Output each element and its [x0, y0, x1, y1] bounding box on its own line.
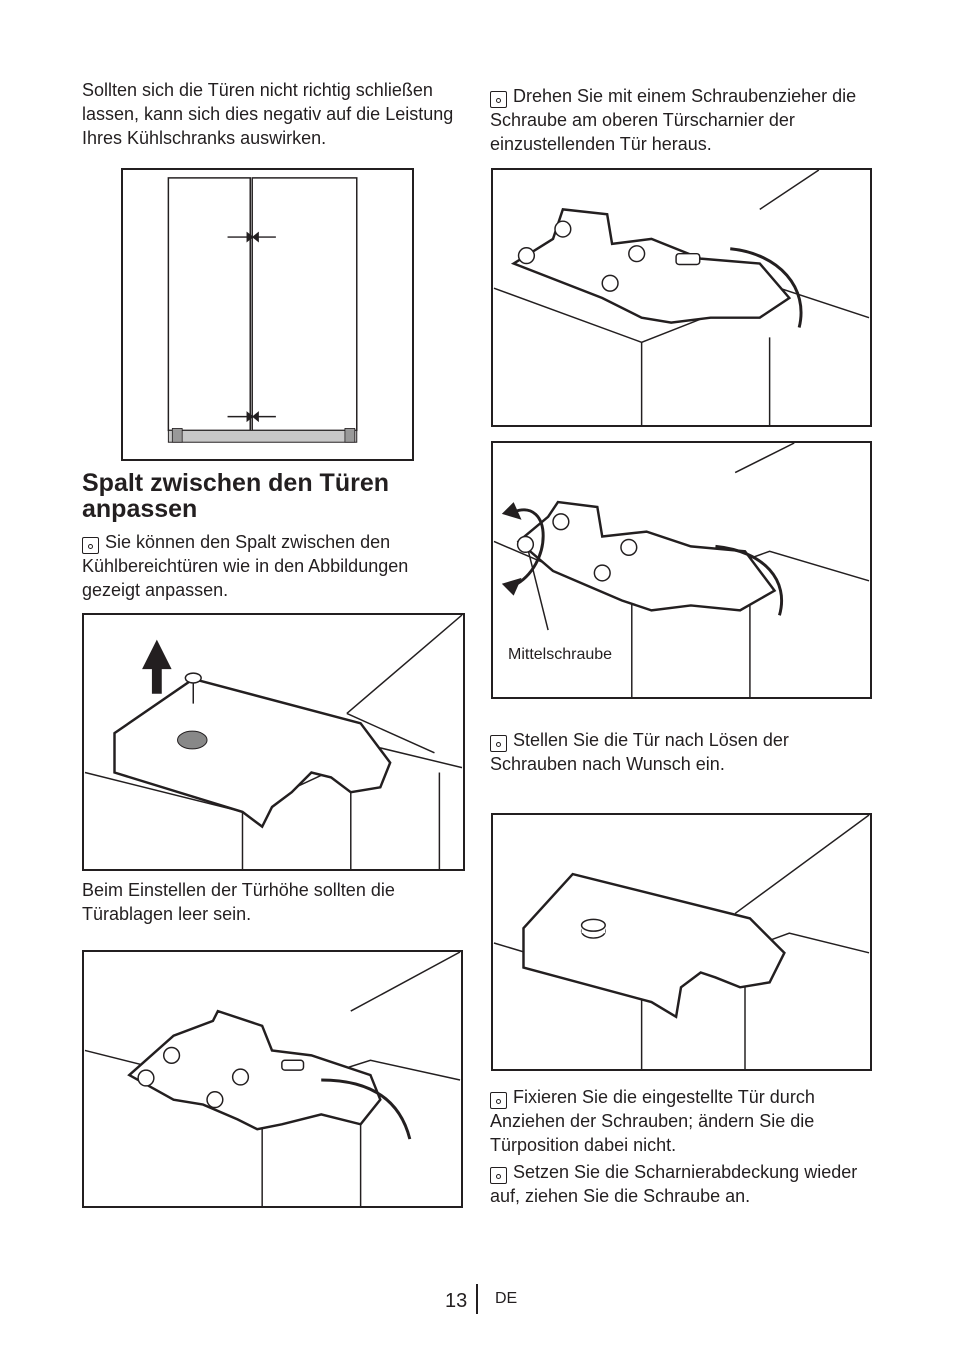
- language-code: DE: [495, 1290, 518, 1307]
- heading-line-2: anpassen: [82, 495, 198, 523]
- info-icon: [490, 735, 507, 752]
- hinge-cover-removal-figure: [82, 613, 465, 871]
- adjust-note-text: Sie können den Spalt zwischen den Kühlbereichtüren wie in den Abbildungen gezeigt anpassen.: [82, 532, 409, 600]
- step-4: [490, 1160, 880, 1208]
- info-icon: [490, 1092, 507, 1109]
- footer-divider: [476, 1284, 478, 1314]
- step-1: [490, 84, 880, 156]
- info-icon: [82, 537, 99, 554]
- step-3-text: Fixieren Sie die eingestellte Tür durch Anziehen der Schrauben; ändern Sie die Türposition dabei nicht.: [490, 1087, 815, 1155]
- section-heading: [82, 470, 389, 522]
- step-2-text: Stellen Sie die Tür nach Lösen der Schrauben nach Wunsch ein.: [490, 730, 789, 774]
- step-2: [490, 728, 875, 776]
- hinge-cover-refit-figure: [491, 813, 872, 1071]
- hinge-screws-figure-1: [491, 168, 872, 427]
- info-icon: [490, 91, 507, 108]
- hinge-screws-figure-2: [491, 441, 872, 699]
- info-icon: [490, 1167, 507, 1184]
- heading-line-1: Spalt zwischen den Türen: [82, 469, 389, 497]
- page-number: 13: [445, 1290, 468, 1312]
- adjust-note: [82, 530, 467, 602]
- fridge-front-figure: [121, 168, 414, 461]
- step-1-text: Drehen Sie mit einem Schraubenzieher die Schraube am oberen Türscharnier der einzustellenden Tür heraus.: [490, 86, 857, 154]
- step-3: [490, 1085, 880, 1157]
- intro-text: Sollten sich die Türen nicht richtig schließen lassen, kann sich dies negativ auf die Leistung Ihres Kühlschranks auswirken.: [82, 80, 454, 148]
- door-height-caption: Beim Einstellen der Türhöhe sollten die Türablagen leer sein.: [82, 880, 395, 924]
- callout-label: Mittelschraube: [508, 646, 613, 663]
- hinge-screws-figure-left: [82, 950, 463, 1208]
- step-4-text: Setzen Sie die Scharnierabdeckung wieder auf, ziehen Sie die Schraube an.: [490, 1162, 858, 1206]
